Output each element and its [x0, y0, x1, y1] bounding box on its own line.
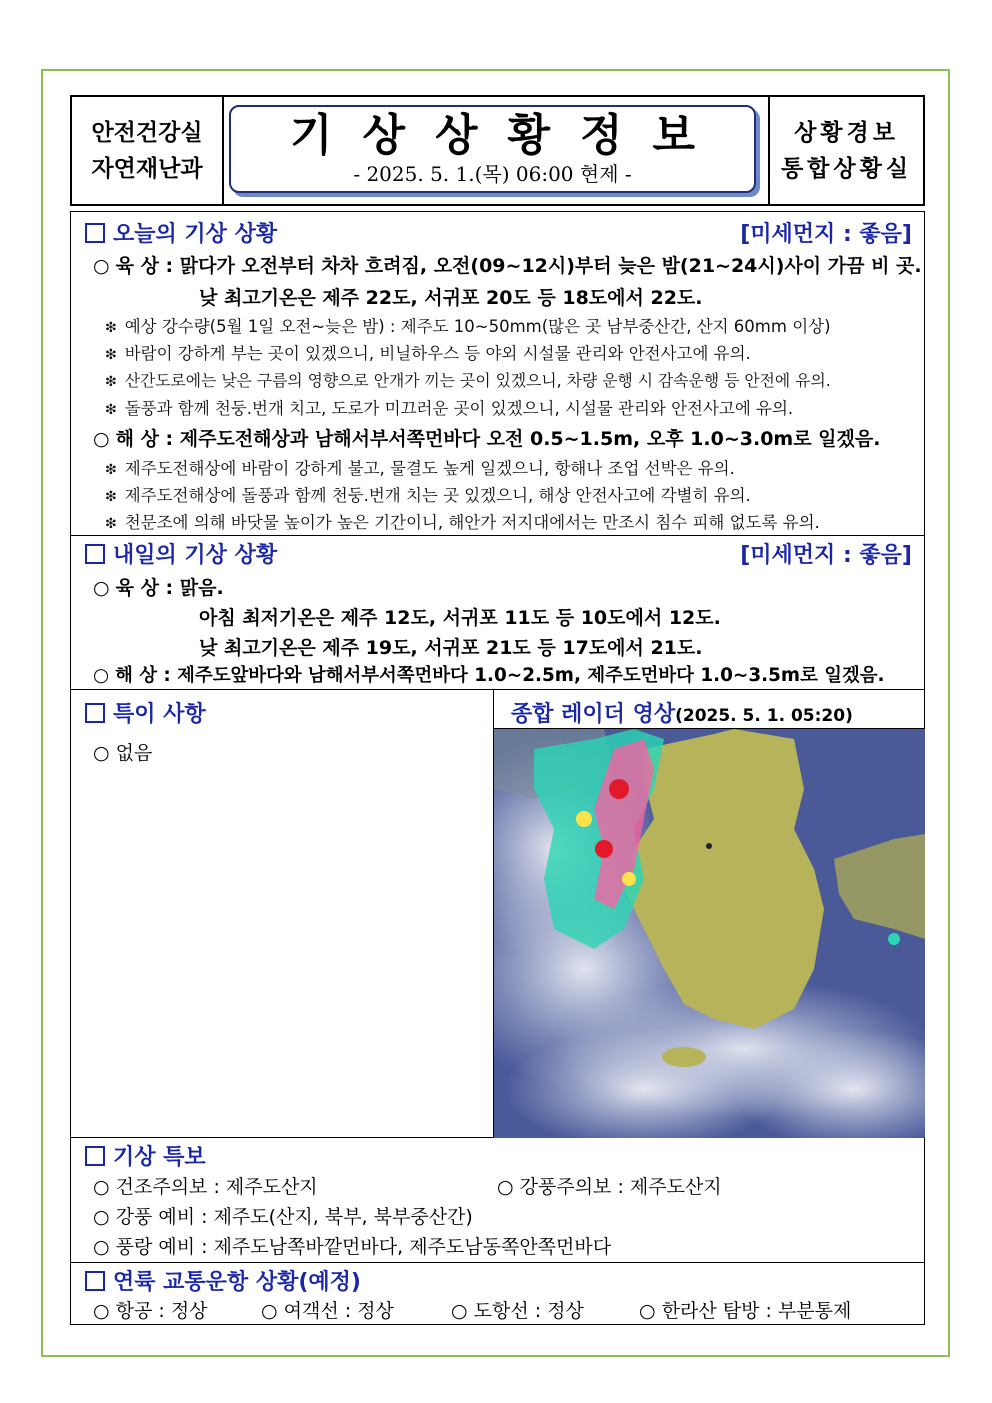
circle-bullet-icon: ○ [93, 742, 110, 764]
transport-item-island-ferry: ○ 도항선 : 정상 [451, 1300, 584, 1322]
report-body [70, 211, 925, 1325]
circle-bullet-icon: ○ [93, 577, 110, 599]
checkbox-square-icon [85, 1271, 105, 1291]
tomorrow-sea-text: 제주도앞바다와 남해서부서쪽먼바다 1.0~2.5m, 제주도먼바다 1.0~3.5m로 일겠음. [177, 665, 885, 686]
tomorrow-sea-line [93, 661, 914, 687]
warning-item: ○ 풍랑 예비 : 제주도남쪽바깥먼바다, 제주도남동쪽안쪽먼바다 [93, 1236, 612, 1258]
circle-bullet-icon: ○ [93, 1176, 110, 1198]
note-mark-icon: ❇ [105, 516, 117, 532]
document-date: - 2025. 5. 1.(목) 06:00 현제 - [353, 162, 632, 186]
radar-title: 종합 레이더 영상 [511, 702, 676, 727]
today-title-text: 오늘의 기상 상황 [113, 222, 278, 247]
tomorrow-title-text: 내일의 기상 상황 [113, 543, 278, 568]
note-mark-icon: ❇ [105, 347, 117, 363]
tomorrow-land-label: 육 상 : [115, 577, 174, 599]
today-weather-section [71, 212, 924, 536]
today-sea-text: 제주도전해상과 남해서부서쪽먼바다 오전 0.5~1.5m, 오후 1.0~3.0m로 일겠음. [179, 428, 881, 450]
warning-item: ○ 강풍주의보 : 제주도산지 [497, 1176, 722, 1198]
checkbox-square-icon [85, 1146, 105, 1166]
today-sea-note: ❇ 제주도전해상에 바람이 강하게 불고, 물결도 높게 일겠으니, 항해나 조업 선박은 유의. [105, 459, 735, 478]
situation-room-line-1: 상황경보 [794, 119, 899, 146]
special-title-text: 특이 사항 [113, 702, 206, 727]
special-item: ○ 없음 [93, 742, 153, 764]
note-mark-icon: ❇ [105, 320, 117, 336]
today-land-note: ❇ 돌풍과 함께 천둥.번개 치고, 도로가 미끄러운 곳이 있겠으니, 시설물 관리와 안전사고에 유의. [105, 399, 794, 418]
note-mark-icon: ❇ [105, 462, 117, 478]
today-land-note: ❇ 산간도로에는 낮은 구름의 영향으로 안개가 끼는 곳이 있겠으니, 차량 운행 시 감속운행 등 안전에 유의. [105, 371, 831, 390]
radar-satellite-image [494, 729, 925, 1138]
weather-warnings-section [71, 1138, 924, 1263]
today-dust-status: [미세먼지 : 좋음] [740, 222, 912, 247]
warning-item: ○ 건조주의보 : 제주도산지 [93, 1176, 318, 1198]
tomorrow-daytime-temp: 낮 최고기온은 제주 19도, 서귀포 21도 등 17도에서 21도. [199, 637, 703, 659]
today-land-line [93, 251, 922, 278]
issuer-department [72, 97, 224, 204]
today-section-title [85, 217, 277, 248]
tomorrow-dust-status: [미세먼지 : 좋음] [740, 543, 912, 568]
tomorrow-land-text: 맑음. [179, 577, 224, 599]
checkbox-square-icon [85, 223, 105, 243]
circle-bullet-icon: ○ [497, 1176, 514, 1198]
circle-bullet-icon: ○ [93, 255, 110, 277]
today-sea-line [93, 424, 914, 451]
transport-section-title [85, 1265, 361, 1296]
transport-title-text: 연륙 교통운항 상황(예정) [113, 1270, 361, 1295]
circle-bullet-icon: ○ [93, 1236, 110, 1258]
situation-room [768, 97, 923, 204]
circle-bullet-icon: ○ [93, 428, 110, 450]
circle-bullet-icon: ○ [93, 1300, 110, 1322]
note-mark-icon: ❇ [105, 374, 117, 390]
situation-room-line-2: 통합상황실 [780, 155, 913, 182]
today-sea-label: 해 상 : [115, 428, 174, 450]
special-section-title [85, 697, 206, 728]
today-land-label: 육 상 : [115, 255, 174, 277]
tomorrow-section-title [85, 538, 277, 569]
note-mark-icon: ❇ [105, 489, 117, 505]
circle-bullet-icon: ○ [261, 1300, 278, 1322]
transport-section [71, 1263, 924, 1325]
tomorrow-morning-temp: 아침 최저기온은 제주 12도, 서귀포 11도 등 10도에서 12도. [199, 607, 721, 629]
tomorrow-sea-label: 해 상 : [115, 665, 171, 686]
radar-image [494, 728, 925, 1138]
document-header [70, 95, 925, 206]
warnings-title-text: 기상 특보 [113, 1145, 206, 1170]
issuer-line-2: 자연재난과 [91, 155, 203, 182]
checkbox-square-icon [85, 703, 105, 723]
today-land-note: ❇ 바람이 강하게 부는 곳이 있겠으니, 비닐하우스 등 야외 시설물 관리와 안전사고에 유의. [105, 344, 751, 363]
circle-bullet-icon: ○ [639, 1300, 656, 1322]
document-title: 기상상황정보 [289, 110, 726, 161]
title-box [229, 105, 756, 193]
today-sea-note: ❇ 제주도전해상에 돌풍과 함께 천둥.번개 치는 곳 있겠으니, 해상 안전사고에 각별히 유의. [105, 486, 751, 505]
warning-item: ○ 강풍 예비 : 제주도(산지, 북부, 북부중산간) [93, 1206, 473, 1228]
today-land-temp: 낮 최고기온은 제주 22도, 서귀포 20도 등 18도에서 22도. [199, 287, 703, 309]
transport-item-hallasan: ○ 한라산 탐방 : 부분통제 [639, 1300, 852, 1322]
transport-item-air: ○ 항공 : 정상 [93, 1300, 208, 1322]
circle-bullet-icon: ○ [93, 1206, 110, 1228]
transport-item-ferry: ○ 여객선 : 정상 [261, 1300, 394, 1322]
issuer-line-1: 안전건강실 [91, 119, 203, 146]
note-mark-icon: ❇ [105, 402, 117, 418]
today-land-text: 맑다가 오전부터 차차 흐려짐, 오전(09~12시)부터 늦은 밤(21~24시)사이 가끔 비 곳. [179, 255, 922, 277]
warnings-section-title [85, 1140, 206, 1171]
checkbox-square-icon [85, 544, 105, 564]
radar-caption [511, 697, 853, 728]
tomorrow-land-line [93, 573, 914, 600]
circle-bullet-icon: ○ [451, 1300, 468, 1322]
tomorrow-weather-section [71, 536, 924, 690]
today-sea-note: ❇ 천문조에 의해 바닷물 높이가 높은 기간이니, 해안가 저지대에서는 만조시 침수 피해 없도록 유의. [105, 513, 820, 532]
today-land-note: ❇ 예상 강수량(5월 1일 오전~늦은 밤) : 제주도 10~50mm(많은 곳 남부중산간, 산지 60mm 이상) [105, 317, 831, 336]
radar-datetime: (2025. 5. 1. 05:20) [675, 706, 853, 726]
circle-bullet-icon: ○ [93, 665, 110, 686]
